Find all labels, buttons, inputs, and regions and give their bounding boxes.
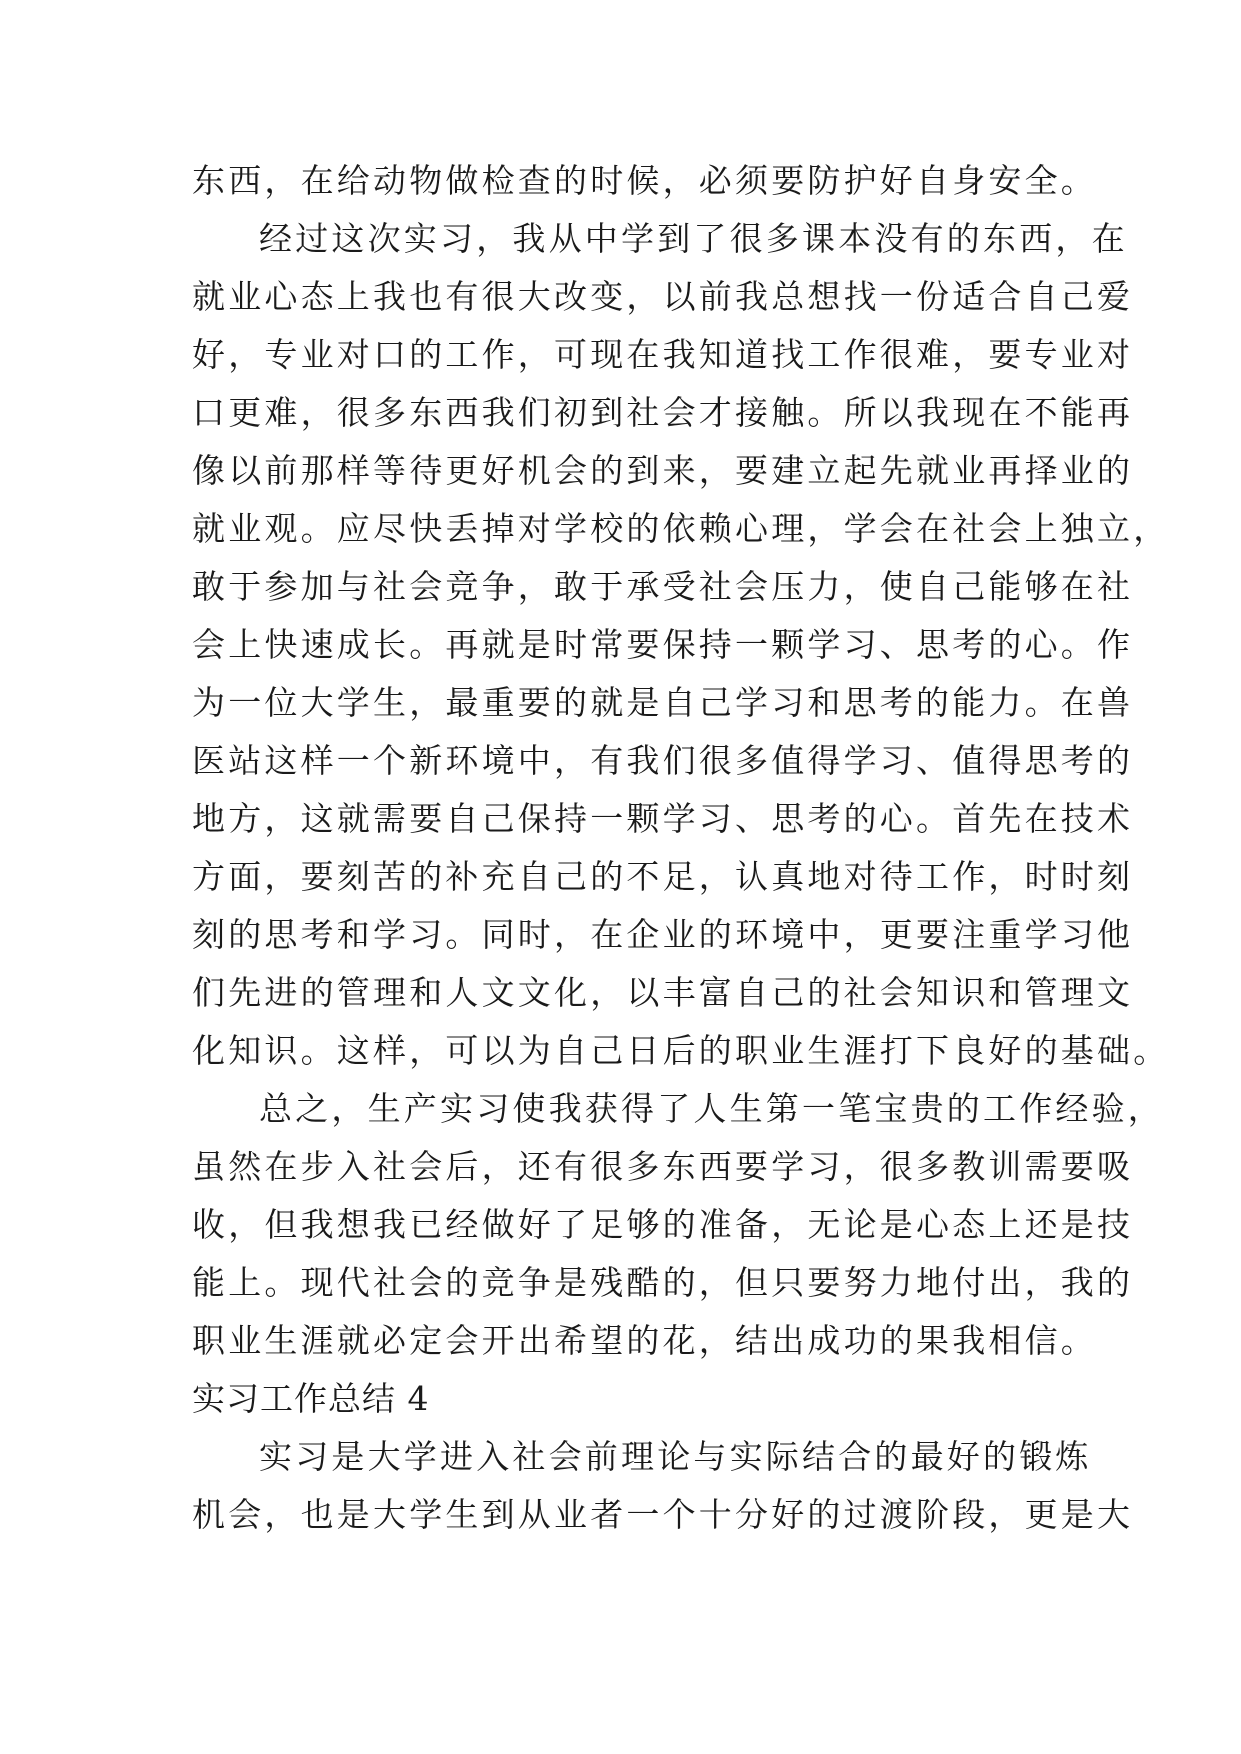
text-line: 刻的思考和学习。同时，在企业的环境中，更要注重学习他: [192, 915, 1134, 954]
paragraph-first-line: 经过这次实习，我从中学到了很多课本没有的东西，在: [259, 219, 1128, 258]
text-line: 为一位大学生，最重要的就是自己学习和思考的能力。在兽: [192, 683, 1134, 722]
text-line: 口更难，很多东西我们初到社会才接触。所以我现在不能再: [192, 393, 1134, 432]
text-line: 职业生涯就必定会开出希望的花，结出成功的果我相信。: [192, 1321, 1097, 1360]
text-line: 地方，这就需要自己保持一颗学习、思考的心。首先在技术: [192, 799, 1134, 838]
text-line: 方面，要刻苦的补充自己的不足，认真地对待工作，时时刻: [192, 857, 1134, 896]
paragraph-first-line: 实习是大学进入社会前理论与实际结合的最好的锻炼: [259, 1437, 1092, 1476]
text-line: 东西，在给动物做检查的时候，必须要防护好自身安全。: [192, 161, 1097, 200]
text-line: 机会，也是大学生到从业者一个十分好的过渡阶段，更是大: [192, 1495, 1134, 1534]
text-line: 们先进的管理和人文文化，以丰富自己的社会知识和管理文: [192, 973, 1134, 1012]
text-line: 像以前那样等待更好机会的到来，要建立起先就业再择业的: [192, 451, 1134, 490]
text-line: 医站这样一个新环境中，有我们很多值得学习、值得思考的: [192, 741, 1134, 780]
paragraph-first-line: 总之，生产实习使我获得了人生第一笔宝贵的工作经验，: [259, 1089, 1164, 1128]
text-line: 好，专业对口的工作，可现在我知道找工作很难，要专业对: [192, 335, 1134, 374]
section-heading: 实习工作总结 4: [192, 1379, 430, 1418]
text-line: 就业观。应尽快丢掉对学校的依赖心理，学会在社会上独立，: [192, 509, 1170, 548]
text-line: 会上快速成长。再就是时常要保持一颗学习、思考的心。作: [192, 625, 1134, 664]
text-line: 虽然在步入社会后，还有很多东西要学习，很多教训需要吸: [192, 1147, 1134, 1186]
text-line: 收，但我想我已经做好了足够的准备，无论是心态上还是技: [192, 1205, 1134, 1244]
text-line: 化知识。这样，可以为自己日后的职业生涯打下良好的基础。: [192, 1031, 1170, 1070]
text-line: 敢于参加与社会竞争，敢于承受社会压力，使自己能够在社: [192, 567, 1134, 606]
text-line: 就业心态上我也有很大改变，以前我总想找一份适合自己爱: [192, 277, 1134, 316]
text-line: 能上。现代社会的竞争是残酷的，但只要努力地付出，我的: [192, 1263, 1134, 1302]
